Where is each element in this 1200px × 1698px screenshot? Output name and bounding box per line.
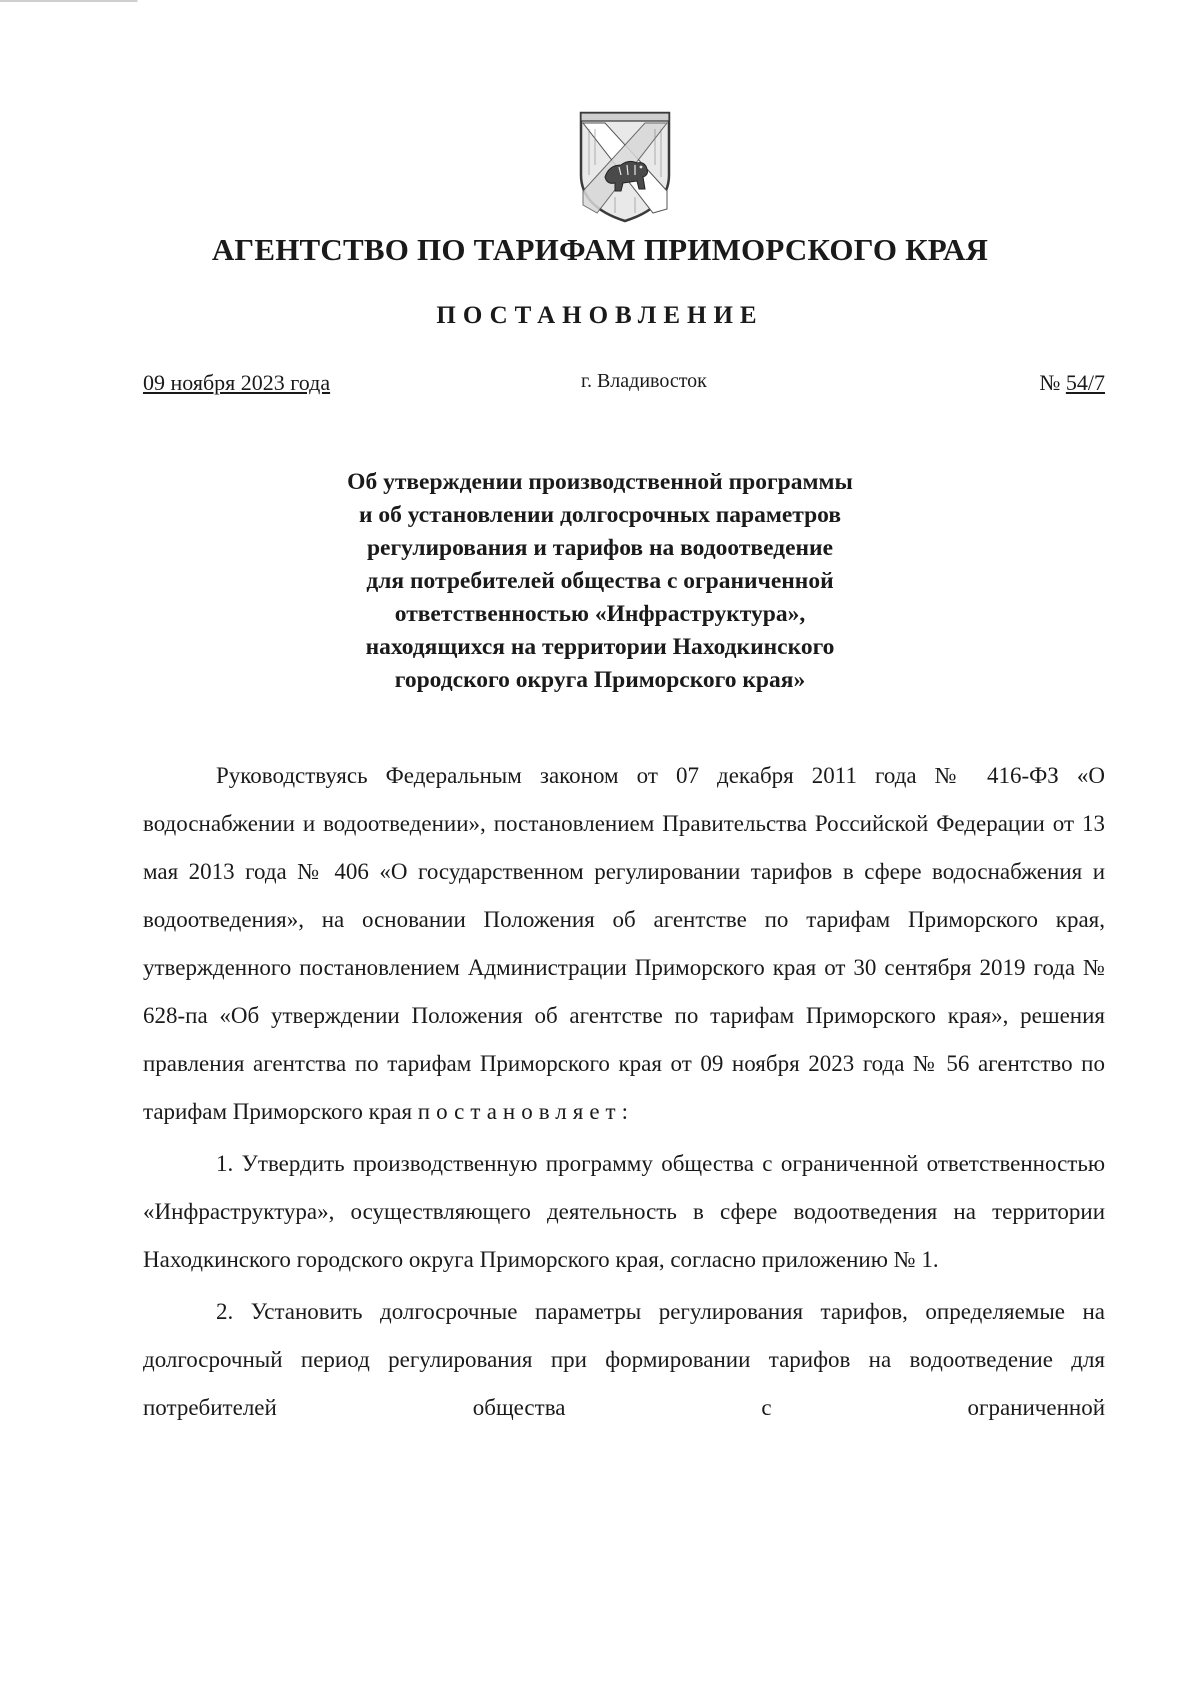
scan-artifact (0, 0, 160, 2)
coat-of-arms-icon (575, 105, 675, 225)
subject-line: городского округа Приморского края» (394, 667, 806, 693)
document-subject (0, 466, 1200, 697)
document-meta-row (143, 370, 1105, 402)
document-city: г. Владивосток (581, 370, 707, 392)
document-type-heading: ПОСТАНОВЛЕНИЕ (436, 302, 764, 329)
resolves-keyword: постановляет: (417, 1099, 634, 1124)
document-date: 09 ноября 2023 года (143, 370, 331, 395)
subject-line: и об установлении долгосрочных параметров (358, 502, 842, 528)
preamble-text: Руководствуясь Федеральным законом от 07 декабря 2011 года № 416-ФЗ «О водоснабжении и водоотведении», постановлением Правительства Российской Федерации от 13 мая 2013 года № 406 «О государственном регулировании тарифов в сфере водоснабжения и водоотведения», на основании Положения об агентстве по тарифам Приморского края, утвержденного постановлением Администрации Приморского края от 30 сентября 2019 года № 628-па «Об утверждении Положения об агентстве по тарифам Приморского края», решения правления агентства по тарифам Приморского края от 09 ноября 2023 года № 56 агентство по тарифам Приморского края (143, 763, 1105, 1124)
document-body (143, 752, 1105, 1436)
document-number (1039, 370, 1105, 396)
document-number-prefix: № (1039, 370, 1066, 395)
clause-1-paragraph: 1. Утвердить производственную программу общества с ограниченной ответственностью «Инфраструктура», осуществляющего деятельность в сфере водоотведения на территории Находкинского городского округа Приморского края, согласно приложению № 1. (143, 1151, 1105, 1272)
subject-line: Об утверждении производственной программы (347, 469, 853, 495)
document-number-value: 54/7 (1065, 370, 1105, 395)
preamble-paragraph (143, 752, 1105, 1136)
subject-line: ответственностью «Инфраструктура», (394, 601, 806, 627)
agency-title: АГЕНТСТВО ПО ТАРИФАМ ПРИМОРСКОГО КРАЯ (211, 232, 989, 267)
subject-line: регулирования и тарифов на водоотведение (366, 535, 834, 561)
clause-2-paragraph: 2. Установить долгосрочные параметры регулирования тарифов, определяемые на долгосрочный период регулирования при формировании тарифов на водоотведение для потребителей общества с ограниченной (143, 1299, 1105, 1420)
subject-line: находящихся на территории Находкинского (365, 634, 835, 660)
subject-line: для потребителей общества с ограниченной (366, 568, 834, 594)
